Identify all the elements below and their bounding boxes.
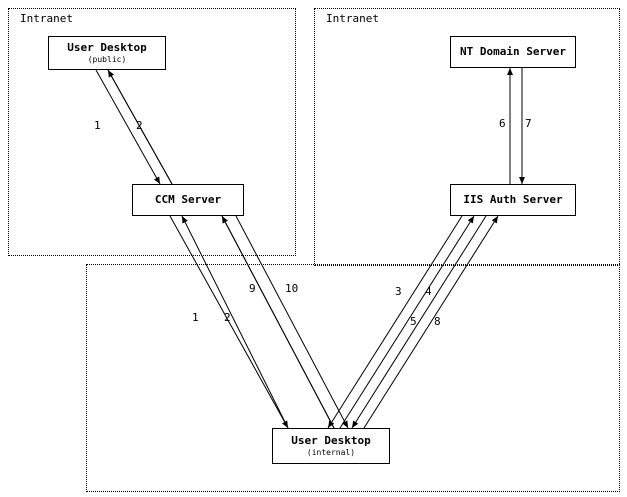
node-title: IIS Auth Server [463, 192, 563, 206]
edge-label-2-public: 2 [136, 119, 143, 132]
node-subtitle: (public) [87, 54, 127, 64]
edge-label-3: 3 [395, 285, 402, 298]
edge-label-7: 7 [525, 117, 532, 130]
node-user-desktop-public[interactable] [48, 36, 166, 70]
edge-label-2-internal: 2 [224, 311, 231, 324]
edge-label-1-internal: 1 [192, 311, 199, 324]
node-title: User Desktop [67, 41, 147, 55]
node-title: NT Domain Server [460, 44, 566, 58]
edge-label-5: 5 [410, 315, 417, 328]
edge-label-6: 6 [499, 117, 506, 130]
node-subtitle: (internal) [306, 447, 356, 457]
node-user-desktop-internal[interactable] [272, 428, 390, 464]
node-nt-domain-server[interactable] [450, 36, 576, 68]
region-label-internet-left: Intranet [20, 12, 73, 25]
edge-label-8: 8 [434, 315, 441, 328]
node-ccm-server[interactable] [132, 184, 244, 216]
node-iis-auth-server[interactable] [450, 184, 576, 216]
node-title: User Desktop [291, 434, 371, 448]
edge-label-9: 9 [249, 282, 256, 295]
edge-label-10: 10 [285, 282, 299, 295]
node-title: CCM Server [154, 192, 222, 206]
region-label-intranet-right: Intranet [326, 12, 379, 25]
edge-label-4: 4 [425, 285, 432, 298]
edge-label-1-public: 1 [94, 119, 101, 132]
